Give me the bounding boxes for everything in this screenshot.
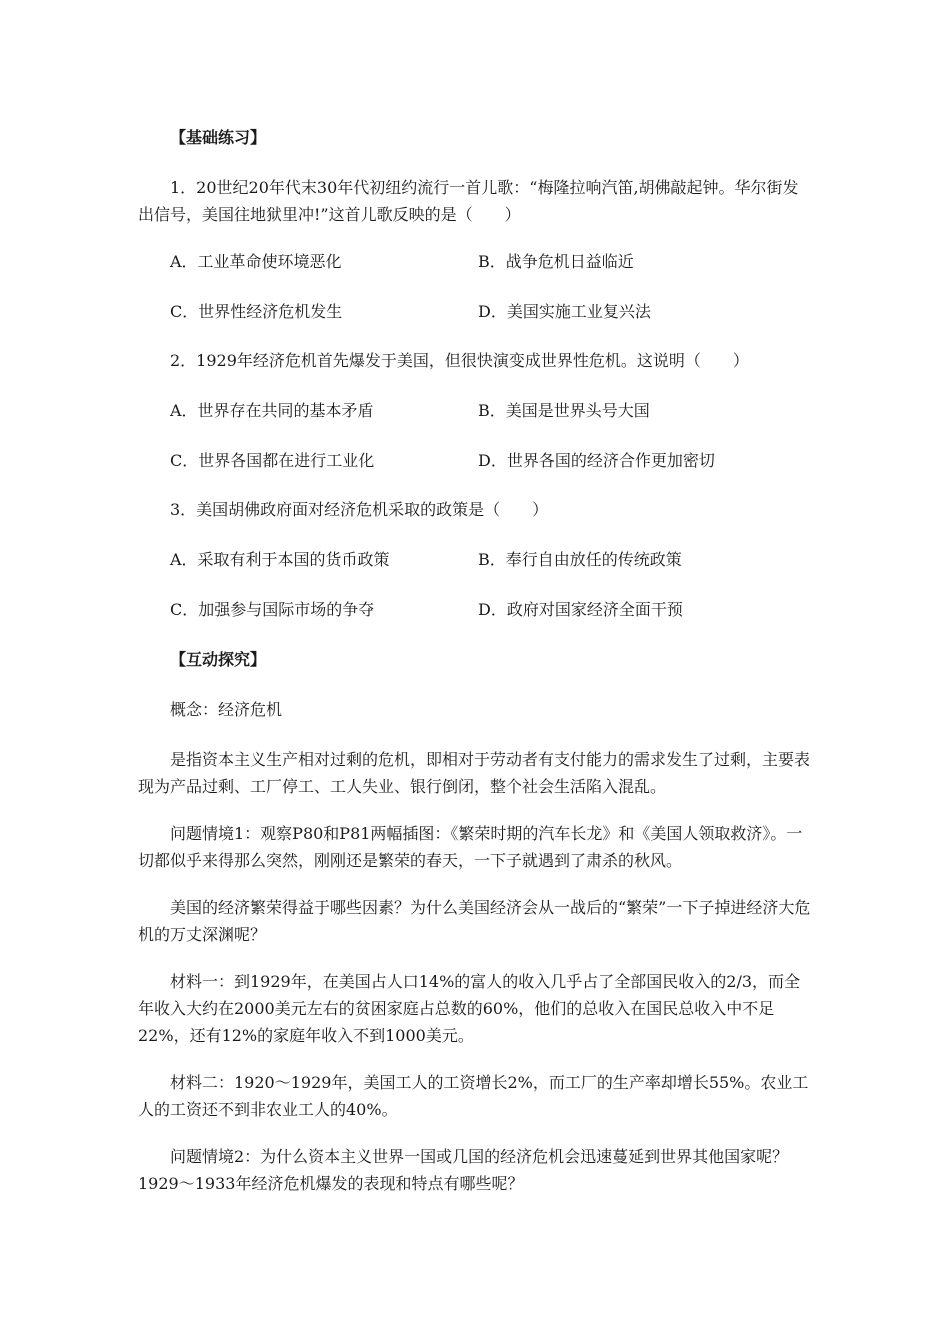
question-3-option-c: C．加强参与国际市场的争夺 (170, 600, 375, 619)
question-3-option-b: B．奉行自由放任的传统政策 (478, 550, 682, 569)
question-2-option-a: A．世界存在共同的基本矛盾 (170, 401, 374, 420)
material-1-paragraph: 材料一：到1929年，在美国占人口14%的富人的收入几乎占了全部国民收入的2/3，而全年收入大约在2000美元左右的贫困家庭占总数的60%，他们的总收入在国民总收入中不足22%，还有12%的家庭年收入不到1000美元。 (138, 972, 801, 1045)
question-2-option-c: C．世界各国都在进行工业化 (170, 451, 375, 470)
question-2-option-d: D．世界各国的经济合作更加密切 (478, 451, 715, 470)
question-1-option-d: D．美国实施工业复兴法 (478, 302, 651, 321)
question-1-text: 1．20世纪20年代末30年代初纽约流行一首儿歌：“梅隆拉响汽笛,胡佛敲起钟。华尔街发出信号，美国往地狱里冲!”这首儿歌反映的是（ ） (138, 178, 799, 224)
question-1-option-b: B．战争危机日益临近 (478, 252, 634, 271)
question-3-option-d: D．政府对国家经济全面干预 (478, 600, 683, 619)
definition-paragraph: 是指资本主义生产相对过剩的危机，即相对于劳动者有支付能力的需求发生了过剩，主要表现为产品过剩、工厂停工、工人失业、银行倒闭，整个社会生活陷入混乱。 (138, 750, 811, 796)
question-2-option-b: B．美国是世界头号大国 (478, 401, 650, 420)
section-heading-basic: 【基础练习】 (170, 128, 267, 147)
question-2-text: 2．1929年经济危机首先爆发于美国，但很快演变成世界性危机。这说明（ ） (170, 351, 749, 370)
section-heading-explore: 【互动探究】 (170, 650, 267, 669)
scenario-2-paragraph: 问题情境2：为什么资本主义世界一国或几国的经济危机会迅速蔓延到世界其他国家呢？1929～1933年经济危机爆发的表现和特点有哪些呢？ (138, 1147, 789, 1193)
question-paragraph: 美国的经济繁荣得益于哪些因素？为什么美国经济会从一战后的“繁荣”一下子掉进经济大危机的万丈深渊呢？ (138, 898, 811, 944)
question-3-option-a: A．采取有利于本国的货币政策 (170, 550, 390, 569)
concept-label: 概念：经济危机 (170, 700, 283, 719)
question-1-option-c: C．世界性经济危机发生 (170, 302, 343, 321)
question-1-option-a: A．工业革命使环境恶化 (170, 252, 342, 271)
question-1 (138, 174, 814, 228)
scenario-1-paragraph: 问题情境1：观察P80和P81两幅插图：《繁荣时期的汽车长龙》和《美国人领取救济》。一切都似乎来得那么突然，刚刚还是繁荣的春天，一下子就遇到了肃杀的秋风。 (138, 824, 803, 870)
question-3-text: 3．美国胡佛政府面对经济危机采取的政策是（ ） (170, 500, 549, 519)
material-2-paragraph: 材料二：1920～1929年，美国工人的工资增长2%，而工厂的生产率却增长55%。农业工人的工资还不到非农业工人的40%。 (138, 1073, 809, 1119)
